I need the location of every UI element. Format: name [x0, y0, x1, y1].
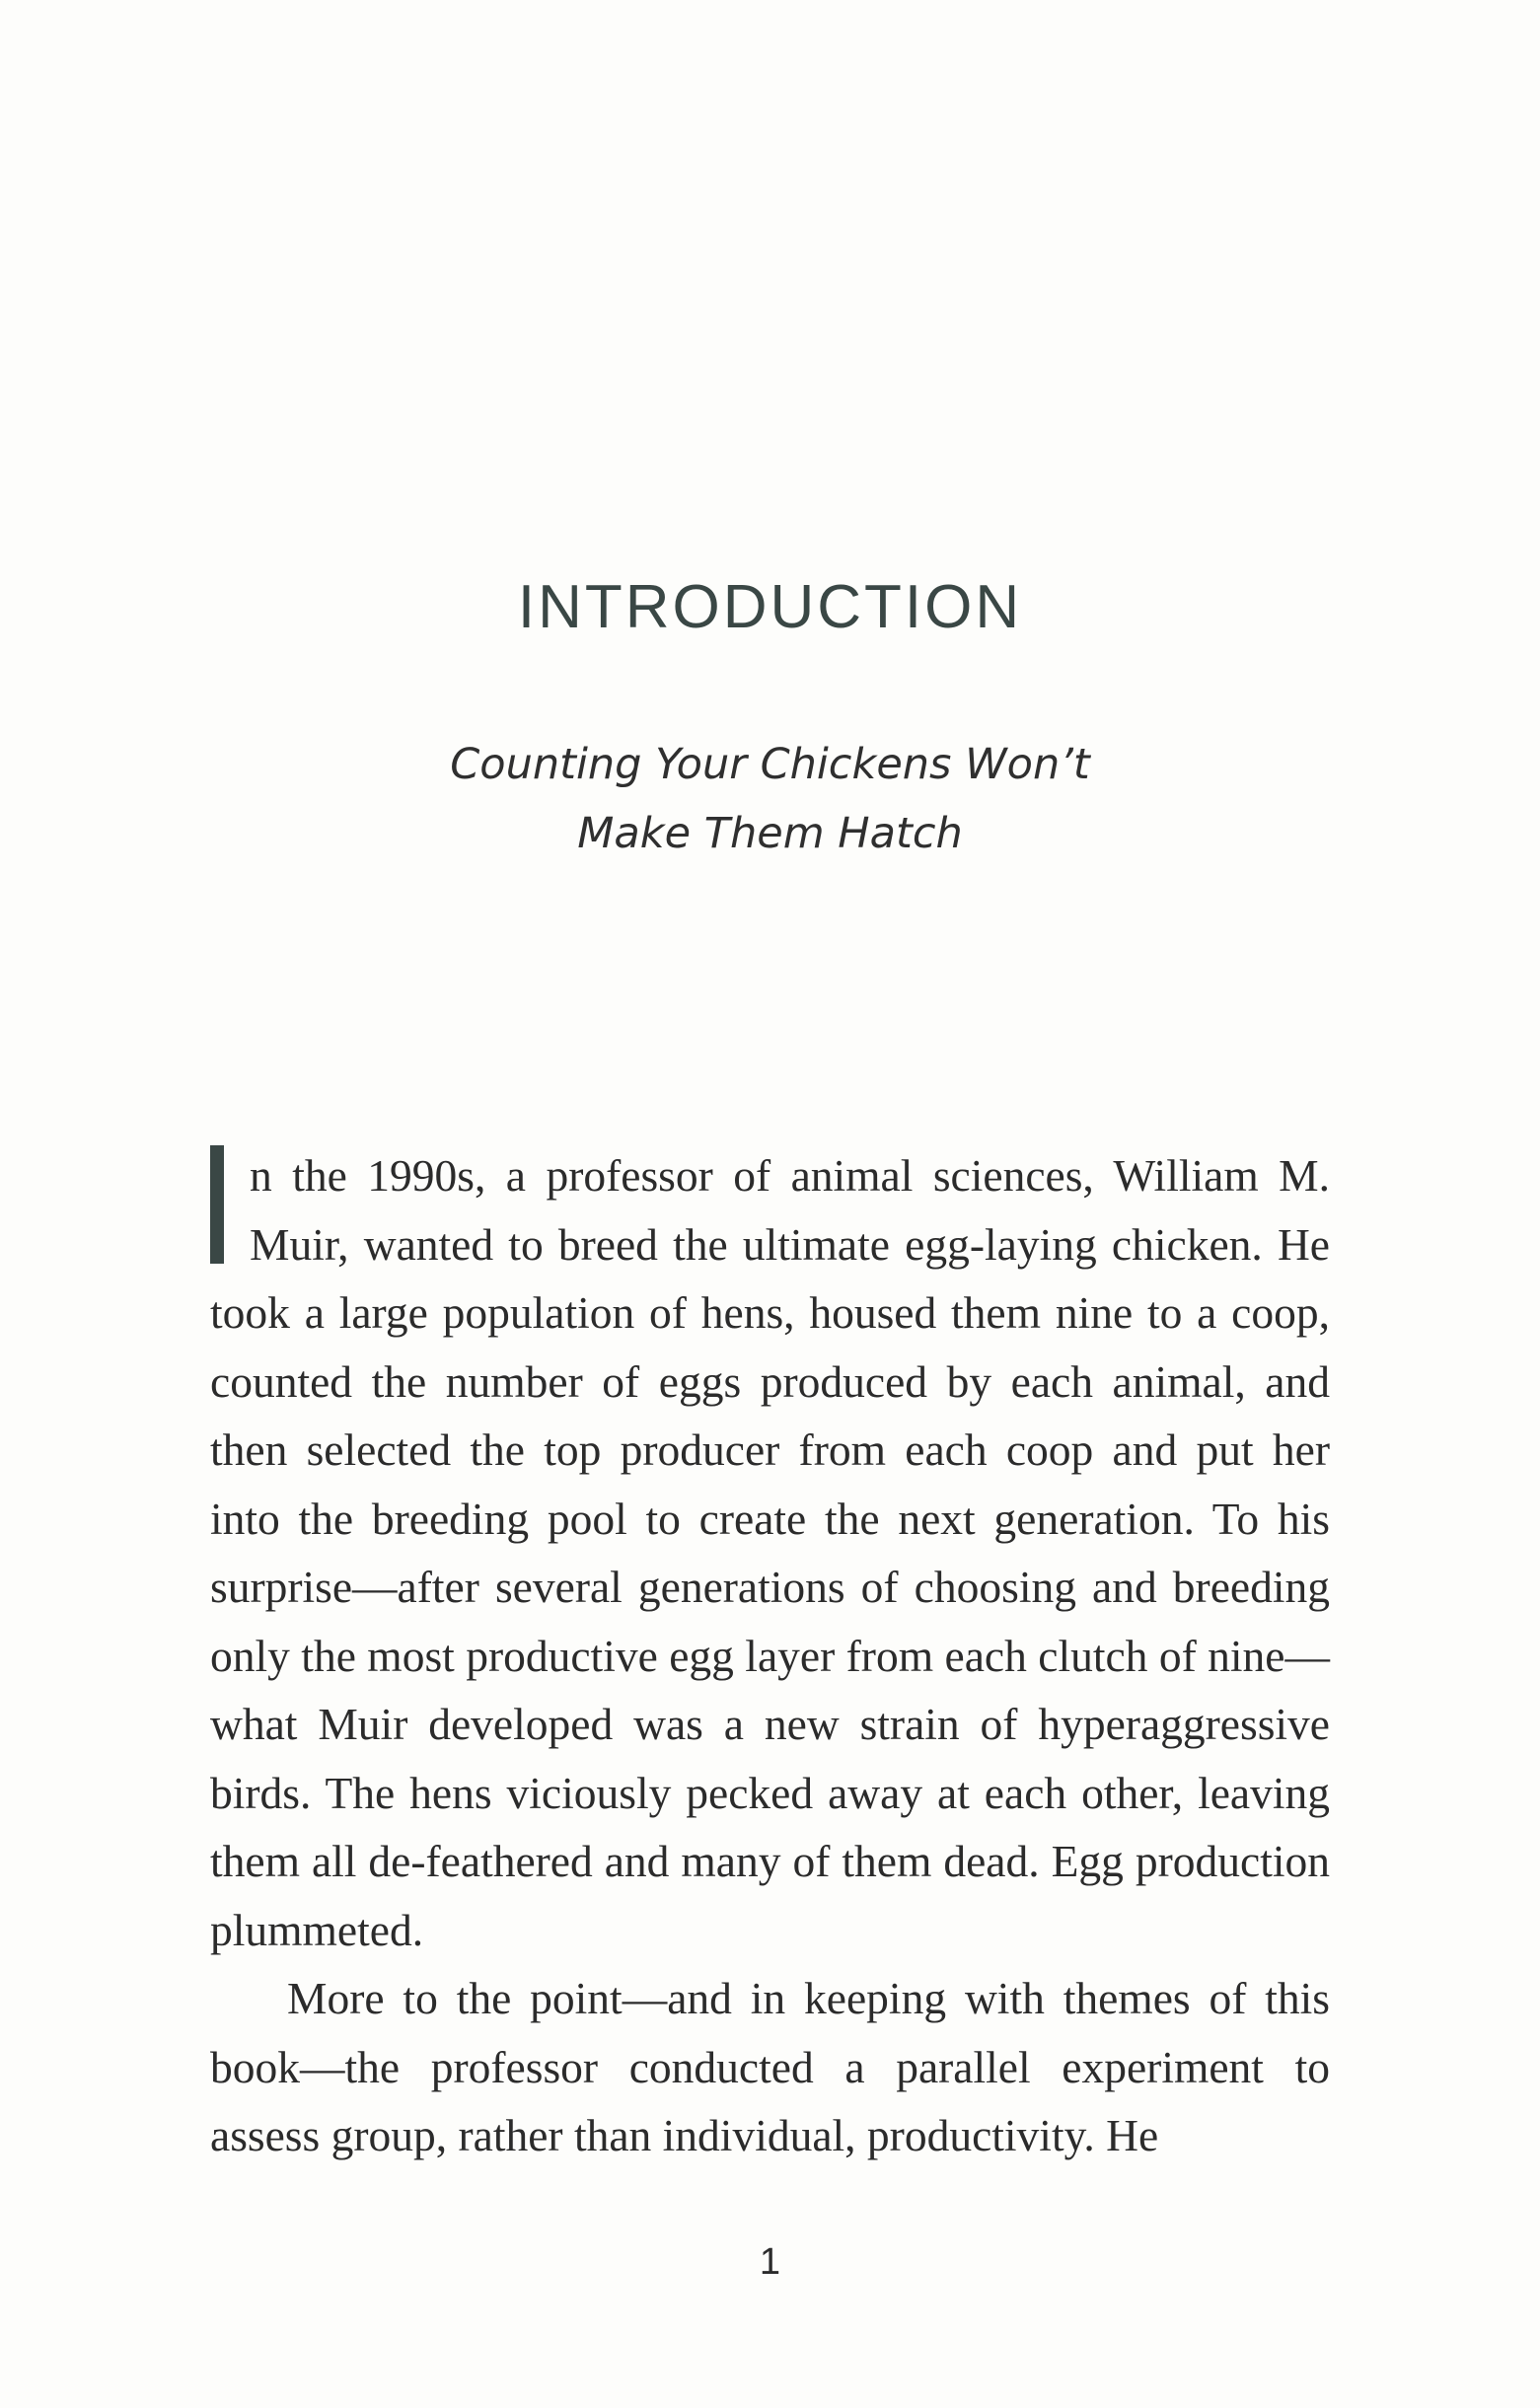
paragraph-2: More to the point—and in keeping with themes of this book—the professor conducted a parallel experiment to assess group, rather than individual, productivity. He [210, 1973, 1330, 2160]
drop-cap [210, 1145, 224, 1264]
page-number: 1 [759, 2241, 781, 2283]
chapter-subtitle [0, 730, 1540, 868]
chapter-title: INTRODUCTION [517, 573, 1023, 641]
drop-cap-letter [250, 1141, 251, 1142]
paragraph-1 [210, 1141, 1330, 1964]
body-text [210, 1141, 1330, 2170]
chapter-subtitle-line-1: Counting Your Chickens Won’t [450, 740, 1090, 789]
chapter-subtitle-line-2: Make Them Hatch [577, 809, 963, 858]
paragraph-1-text: n the 1990s, a professor of animal sciences, William M. Muir, wanted to breed the ultimate egg-laying chicken. He took a large population of hens, housed them nine to a coop, counted the number of eggs produced by each animal, and then selected the top producer from each coop and put her into the breeding pool to create the next generation. To his surprise—after several generations of choosing and breeding only the most productive egg layer from each clutch of nine—what Muir developed was a new strain of hyperaggressive birds. The hens viciously pecked away at each other, leaving them all de-feathered and many of them dead. Egg production plummeted. [210, 1150, 1330, 1955]
